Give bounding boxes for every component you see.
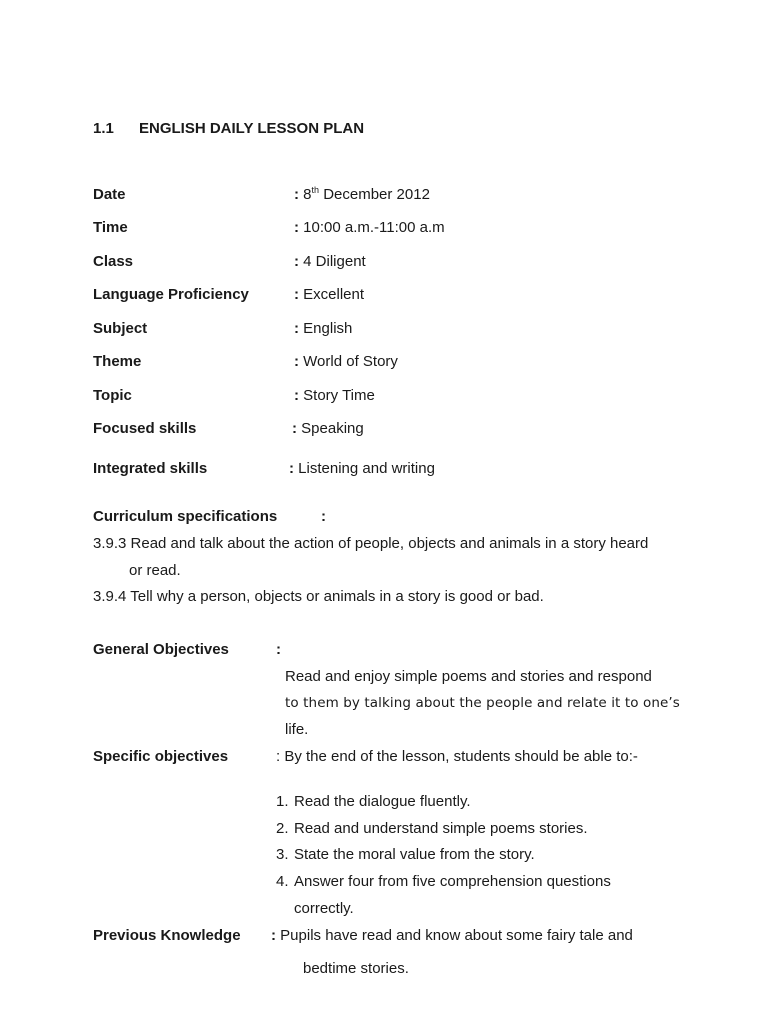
time-colon: :: [294, 219, 299, 236]
class-text: 4 Diligent: [303, 253, 366, 270]
objective-item-4: Answer four from five comprehension questions: [294, 873, 611, 890]
focused-skills-label: Focused skills: [93, 420, 197, 437]
specific-objectives-label: Specific objectives: [93, 748, 229, 765]
previous-knowledge-value: [271, 927, 633, 944]
previous-knowledge-colon: :: [271, 927, 276, 944]
curriculum-item-1-cont: or read.: [129, 562, 181, 579]
specific-objectives-intro: : By the end of the lesson, students should be able to:-: [276, 748, 638, 765]
date-label: Date: [93, 186, 126, 203]
general-objectives-line-3: life.: [285, 721, 309, 738]
curriculum-colon: :: [321, 508, 326, 525]
time-text: 10:00 a.m.-11:00 a.m: [303, 219, 445, 236]
previous-knowledge-text: Pupils have read and know about some fairy tale and: [276, 927, 633, 944]
topic-value: [294, 387, 375, 404]
general-objectives-line-2: to them by talking about the people and relate it to one’s: [285, 695, 680, 711]
language-proficiency-colon: :: [294, 286, 299, 303]
objective-item-1: Read the dialogue fluently.: [294, 793, 471, 810]
class-colon: :: [294, 253, 299, 270]
language-proficiency-value: [294, 286, 364, 303]
curriculum-item-1: 3.9.3 Read and talk about the action of people, objects and animals in a story heard: [93, 535, 649, 552]
objective-number-3: 3.: [276, 846, 289, 863]
date-colon: :: [294, 186, 299, 203]
page-title: ENGLISH DAILY LESSON PLAN: [139, 120, 365, 137]
objective-number-2: 2.: [276, 820, 289, 837]
class-value: [294, 253, 366, 270]
subject-colon: :: [294, 320, 299, 337]
objective-number-1: 1.: [276, 793, 289, 810]
objective-item-4-cont: correctly.: [294, 900, 354, 917]
time-label: Time: [93, 219, 128, 236]
subject-value: [294, 320, 352, 337]
date-value: [294, 186, 430, 203]
time-value: [294, 219, 445, 236]
previous-knowledge-cont: bedtime stories.: [303, 960, 409, 977]
objective-number-4: 4.: [276, 873, 289, 890]
integrated-skills-label: Integrated skills: [93, 460, 208, 477]
date-day: 8: [303, 186, 312, 203]
general-objectives-line-1: Read and enjoy simple poems and stories and respond: [285, 668, 652, 685]
subject-label: Subject: [93, 320, 148, 337]
language-proficiency-label: Language Proficiency: [93, 286, 249, 303]
topic-text: Story Time: [303, 387, 375, 404]
focused-skills-colon: :: [292, 420, 297, 437]
topic-colon: :: [294, 387, 299, 404]
curriculum-label: Curriculum specifications: [93, 508, 278, 525]
focused-skills-text: Speaking: [301, 420, 364, 437]
class-label: Class: [93, 253, 134, 270]
objective-item-3: State the moral value from the story.: [294, 846, 535, 863]
theme-colon: :: [294, 353, 299, 370]
date-month-year: December 2012: [319, 186, 430, 203]
integrated-skills-value: [289, 460, 435, 477]
integrated-skills-text: Listening and writing: [298, 460, 435, 477]
integrated-skills-colon: :: [289, 460, 294, 477]
date-suffix: th: [311, 185, 320, 195]
subject-text: English: [303, 320, 353, 337]
language-proficiency-text: Excellent: [303, 286, 365, 303]
general-objectives-label: General Objectives: [93, 641, 229, 658]
general-objectives-colon: :: [276, 641, 281, 658]
topic-label: Topic: [93, 387, 132, 404]
focused-skills-value: [292, 420, 364, 437]
theme-label: Theme: [93, 353, 142, 370]
objective-item-2: Read and understand simple poems stories.: [294, 820, 588, 837]
curriculum-item-2: 3.9.4 Tell why a person, objects or animals in a story is good or bad.: [93, 588, 544, 605]
theme-text: World of Story: [303, 353, 398, 370]
section-number: 1.1: [93, 120, 114, 137]
theme-value: [294, 353, 398, 370]
previous-knowledge-label: Previous Knowledge: [93, 927, 241, 944]
